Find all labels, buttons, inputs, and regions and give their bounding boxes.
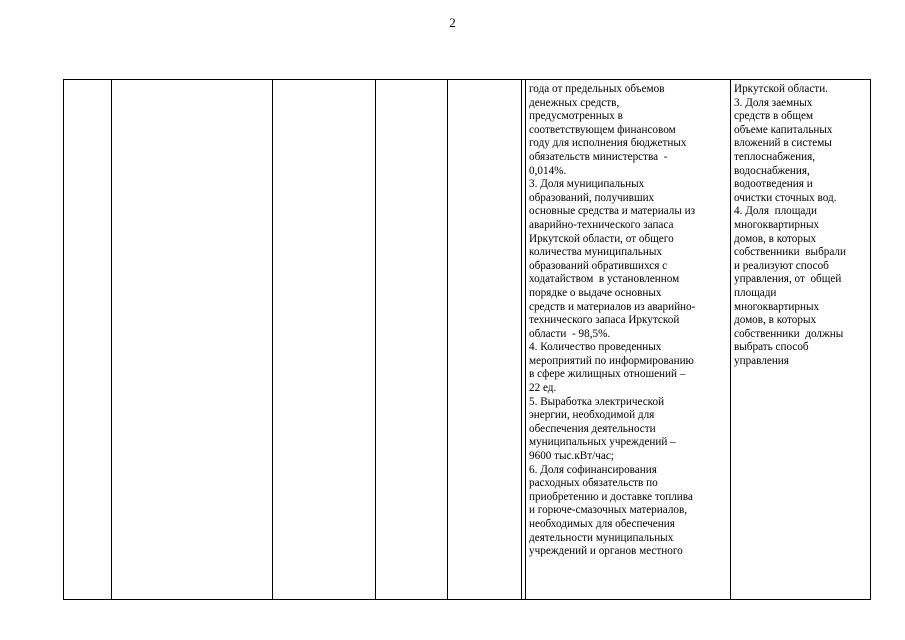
table-column-4: [376, 80, 448, 599]
text-line: соответствующем финансовом: [529, 123, 676, 136]
text-line: очистки сточных вод.: [734, 191, 837, 204]
text-line: объеме капитальных: [734, 123, 833, 136]
text-line: 9600 тыс.кВт/час;: [529, 450, 614, 463]
text-line: мероприятий по информированию: [529, 354, 694, 367]
table-column-7: [526, 80, 731, 599]
text-line: 6. Доля софинансирования: [529, 463, 657, 476]
text-line: вложений в системы: [734, 137, 832, 150]
text-line: муниципальных учреждений –: [529, 436, 676, 449]
text-line: многоквартирных: [734, 218, 820, 231]
text-line: аварийно-технического запаса: [529, 218, 674, 231]
text-line: 0,014%.: [529, 164, 567, 177]
text-line: домов, в которых: [734, 314, 817, 327]
text-line: собственники должны: [734, 327, 844, 340]
text-line: учреждений и органов местного: [529, 545, 683, 558]
text-line: теплоснабжения,: [734, 150, 816, 163]
text-line: 3. Доля заемных: [734, 96, 813, 109]
text-line: количества муниципальных: [529, 246, 662, 259]
text-line: и реализуют способ: [734, 259, 829, 272]
text-line: средств и материалов из аварийно-: [529, 300, 696, 313]
text-line: году для исполнения бюджетных: [529, 137, 687, 150]
text-line: водоснабжения,: [734, 164, 810, 177]
text-line: 4. Доля площади: [734, 205, 818, 218]
text-line: Иркутской области, от общего: [529, 232, 674, 245]
table-column-8: [731, 80, 870, 599]
text-line: площади: [734, 286, 777, 299]
text-line: деятельности муниципальных: [529, 531, 674, 544]
text-line: управления: [734, 354, 789, 367]
text-line: выбрать способ: [734, 341, 809, 354]
text-line: и горюче-смазочных материалов,: [529, 504, 688, 517]
table-column-2: [112, 80, 273, 599]
text-line: приобретению и доставке топлива: [529, 490, 693, 503]
text-line: года от предельных объемов: [529, 83, 665, 95]
text-line: технического запаса Иркутской: [529, 314, 680, 327]
text-line: образований обратившихся с: [529, 259, 668, 272]
text-line: основные средства и материалы из: [529, 205, 696, 218]
text-line: области - 98,5%.: [529, 327, 611, 340]
text-line: необходимых для обеспечения: [529, 518, 675, 530]
text-line: 22 ед.: [529, 382, 557, 395]
text-line: предусмотренных в: [529, 110, 623, 123]
text-line: средств в общем: [734, 110, 814, 123]
text-line: обеспечения деятельности: [529, 422, 656, 435]
text-line: обязательств министерства -: [529, 150, 668, 163]
text-line: 5. Выработка электрической: [529, 395, 665, 408]
text-line: 4. Количество проведенных: [529, 341, 662, 354]
table-column-5: [448, 80, 522, 599]
text-line: Иркутской области.: [734, 83, 828, 95]
text-line: образований, получивших: [529, 191, 655, 204]
text-line: водоотведения и: [734, 178, 813, 191]
targets-cell: [731, 80, 870, 368]
indicators-cell: [526, 80, 730, 559]
text-line: многоквартирных: [734, 300, 820, 313]
page-number: 2: [449, 15, 456, 30]
text-line: 3. Доля муниципальных: [529, 178, 645, 191]
text-line: собственники выбрали: [734, 246, 846, 259]
text-line: энергии, необходимой для: [529, 409, 655, 422]
text-line: ходатайством в установленном: [529, 273, 680, 286]
text-line: в сфере жилищных отношений –: [529, 368, 686, 381]
text-line: управления, от общей: [734, 273, 842, 286]
text-line: порядке о выдаче основных: [529, 286, 662, 299]
text-line: денежных средств,: [529, 96, 620, 109]
text-line: домов, в которых: [734, 232, 817, 245]
table-column-1: [64, 80, 112, 599]
document-table: [63, 79, 871, 600]
text-line: расходных обязательств по: [529, 477, 658, 490]
table-column-3: [273, 80, 376, 599]
